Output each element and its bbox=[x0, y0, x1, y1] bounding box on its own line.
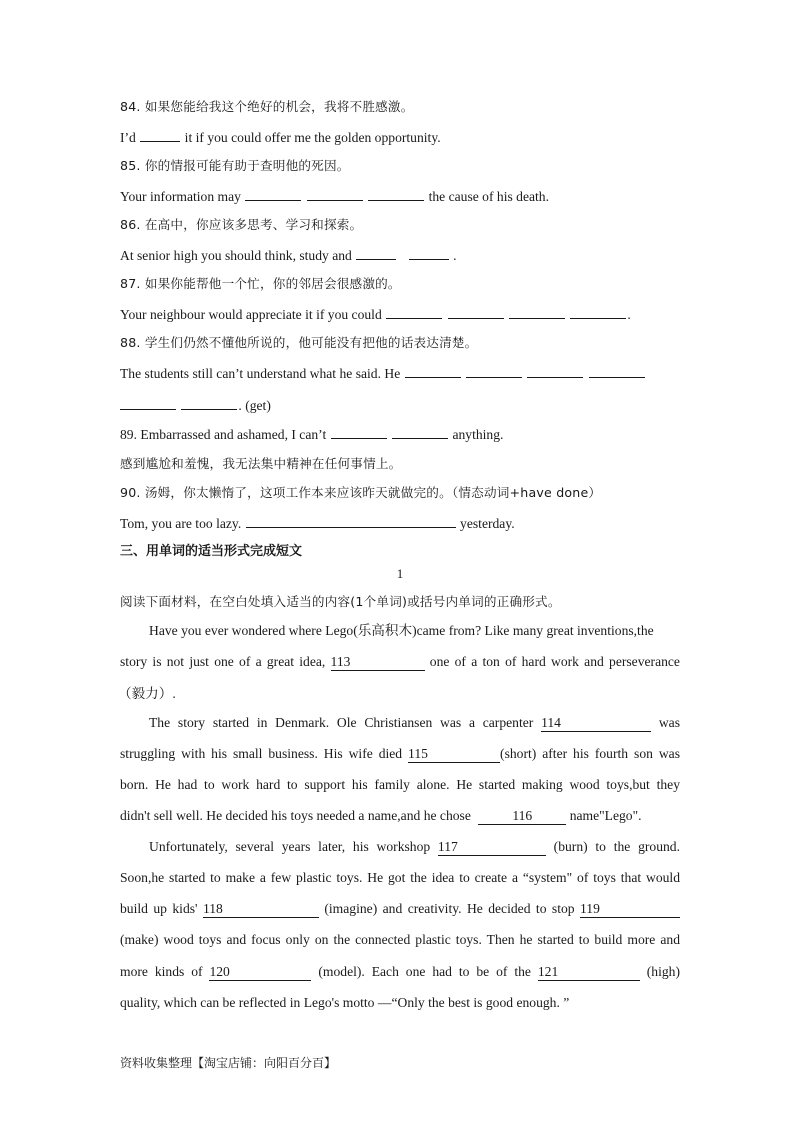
q85-text-a: Your information may bbox=[120, 189, 241, 204]
q84-chinese: 84. 如果您能给我这个绝好的机会，我将不胜感激。 bbox=[120, 99, 414, 114]
q86-blank-2[interactable] bbox=[409, 245, 449, 260]
q87-blank-1[interactable] bbox=[386, 304, 442, 319]
footer-note: 资料收集整理【淘宝店铺：向阳百分百】 bbox=[120, 1056, 337, 1070]
q89-text-b: anything. bbox=[452, 427, 504, 442]
q86-chinese: 86. 在高中，你应该多思考、学习和探索。 bbox=[120, 217, 363, 232]
q88-blank-5[interactable] bbox=[120, 395, 176, 410]
passage-text: (short) after his fourth son was bbox=[500, 746, 680, 761]
q87-text-a: Your neighbour would appreciate it if you could bbox=[120, 307, 382, 322]
passage-text: build up kids' bbox=[120, 901, 198, 916]
q88-english-line2 bbox=[120, 395, 271, 416]
passage-line bbox=[120, 962, 680, 982]
blank-114[interactable]: 114 bbox=[541, 715, 651, 732]
q89-blank-1[interactable] bbox=[331, 424, 387, 439]
q85-blank-3[interactable] bbox=[368, 186, 424, 201]
passage-line: born. He had to work hard to support his family alone. He started making wood toys,but they bbox=[120, 777, 680, 792]
q84-english bbox=[120, 127, 441, 148]
q88-text-a: The students still can’t understand what he said. He bbox=[120, 366, 401, 381]
q90-chinese: 90. 汤姆，你太懒惰了，这项工作本来应该昨天就做完的。（情态动词+have done） bbox=[120, 485, 602, 500]
blank-116[interactable]: 116 bbox=[478, 808, 566, 825]
q87-blank-3[interactable] bbox=[509, 304, 565, 319]
q87-blank-4[interactable] bbox=[570, 304, 626, 319]
blank-120[interactable]: 120 bbox=[209, 964, 311, 981]
passage-text: The story started in Denmark. Ole Christiansen was a carpenter bbox=[149, 715, 534, 730]
passage-line: Soon,he started to make a few plastic toys. He got the idea to create a “system" of toys that would bbox=[120, 870, 680, 885]
blank-119[interactable]: 119 bbox=[580, 901, 680, 918]
q90-blank[interactable] bbox=[246, 513, 456, 528]
blank-117[interactable]: 117 bbox=[438, 839, 546, 856]
q89-chinese: 感到尴尬和羞愧，我无法集中精神在任何事情上。 bbox=[120, 456, 402, 471]
q85-blank-1[interactable] bbox=[245, 186, 301, 201]
q86-blank-1[interactable] bbox=[356, 245, 396, 260]
passage-line: Have you ever wondered where Lego(乐高积木)came from? Like many great inventions,the bbox=[149, 623, 654, 638]
blank-115[interactable]: 115 bbox=[408, 746, 500, 763]
passage-number: 1 bbox=[396, 566, 404, 581]
passage-text: didn't sell well. He decided his toys needed a name,and he chose bbox=[120, 808, 471, 823]
q86-text-b: . bbox=[453, 248, 457, 263]
passage-text: struggling with his small business. His wife died bbox=[120, 746, 403, 761]
q85-chinese: 85. 你的情报可能有助于查明他的死因。 bbox=[120, 158, 350, 173]
passage-line bbox=[120, 652, 680, 672]
passage-text: story is not just one of a great idea, bbox=[120, 654, 326, 669]
q90-text-a: Tom, you are too lazy. bbox=[120, 516, 242, 531]
passage-text: (imagine) and creativity. He decided to stop bbox=[324, 901, 575, 916]
q85-blank-2[interactable] bbox=[307, 186, 363, 201]
passage-text: was bbox=[658, 715, 680, 730]
q90-text-b: yesterday. bbox=[460, 516, 515, 531]
passage-line: (make) wood toys and focus only on the connected plastic toys. Then he started to build more and bbox=[120, 932, 680, 947]
blank-121[interactable]: 121 bbox=[538, 964, 640, 981]
q84-text-b: it if you could offer me the golden opportunity. bbox=[184, 130, 441, 145]
passage-line bbox=[120, 744, 680, 764]
q84-blank[interactable] bbox=[140, 127, 180, 142]
q88-english-line1 bbox=[120, 363, 646, 384]
q88-blank-3[interactable] bbox=[527, 363, 583, 378]
q84-text-a: I’d bbox=[120, 130, 136, 145]
blank-113[interactable]: 113 bbox=[331, 654, 425, 671]
passage-text: name"Lego". bbox=[569, 808, 642, 823]
passage-line bbox=[149, 837, 680, 857]
passage-line bbox=[120, 806, 642, 826]
passage-line bbox=[149, 713, 680, 733]
passage-line bbox=[120, 899, 680, 919]
q89-english bbox=[120, 424, 503, 445]
q85-english bbox=[120, 186, 549, 207]
q88-blank-6[interactable] bbox=[181, 395, 237, 410]
q87-chinese: 87. 如果你能帮他一个忙，你的邻居会很感激的。 bbox=[120, 276, 401, 291]
q89-blank-2[interactable] bbox=[392, 424, 448, 439]
blank-118[interactable]: 118 bbox=[203, 901, 319, 918]
passage-line: （毅力）. bbox=[118, 686, 176, 701]
q88-text-b: . (get) bbox=[238, 398, 271, 413]
section-instruction: 阅读下面材料，在空白处填入适当的内容(1个单词)或括号内单词的正确形式。 bbox=[120, 594, 561, 609]
q89-text-a: 89. Embarrassed and ashamed, I can’t bbox=[120, 427, 327, 442]
passage-text: one of a ton of hard work and perseverance bbox=[429, 654, 680, 669]
q88-chinese: 88. 学生们仍然不懂他所说的，他可能没有把他的话表达清楚。 bbox=[120, 335, 478, 350]
q88-blank-2[interactable] bbox=[466, 363, 522, 378]
section-heading: 三、用单词的适当形式完成短文 bbox=[120, 544, 303, 559]
q87-english bbox=[120, 304, 631, 325]
q87-blank-2[interactable] bbox=[448, 304, 504, 319]
q90-english bbox=[120, 513, 515, 534]
passage-text: (high) bbox=[646, 964, 681, 979]
q88-blank-4[interactable] bbox=[589, 363, 645, 378]
passage-text: (burn) to the ground. bbox=[553, 839, 680, 854]
passage-line: quality, which can be reflected in Lego's motto —“Only the best is good enough. ” bbox=[120, 995, 570, 1010]
q88-blank-1[interactable] bbox=[405, 363, 461, 378]
q85-text-b: the cause of his death. bbox=[428, 189, 550, 204]
passage-text: more kinds of bbox=[120, 964, 203, 979]
passage-text: Unfortunately, several years later, his workshop bbox=[149, 839, 431, 854]
q86-english bbox=[120, 245, 456, 266]
passage-text: (model). Each one had to be of the bbox=[318, 964, 531, 979]
q86-text-a: At senior high you should think, study and bbox=[120, 248, 352, 263]
q87-text-b: . bbox=[627, 307, 631, 322]
